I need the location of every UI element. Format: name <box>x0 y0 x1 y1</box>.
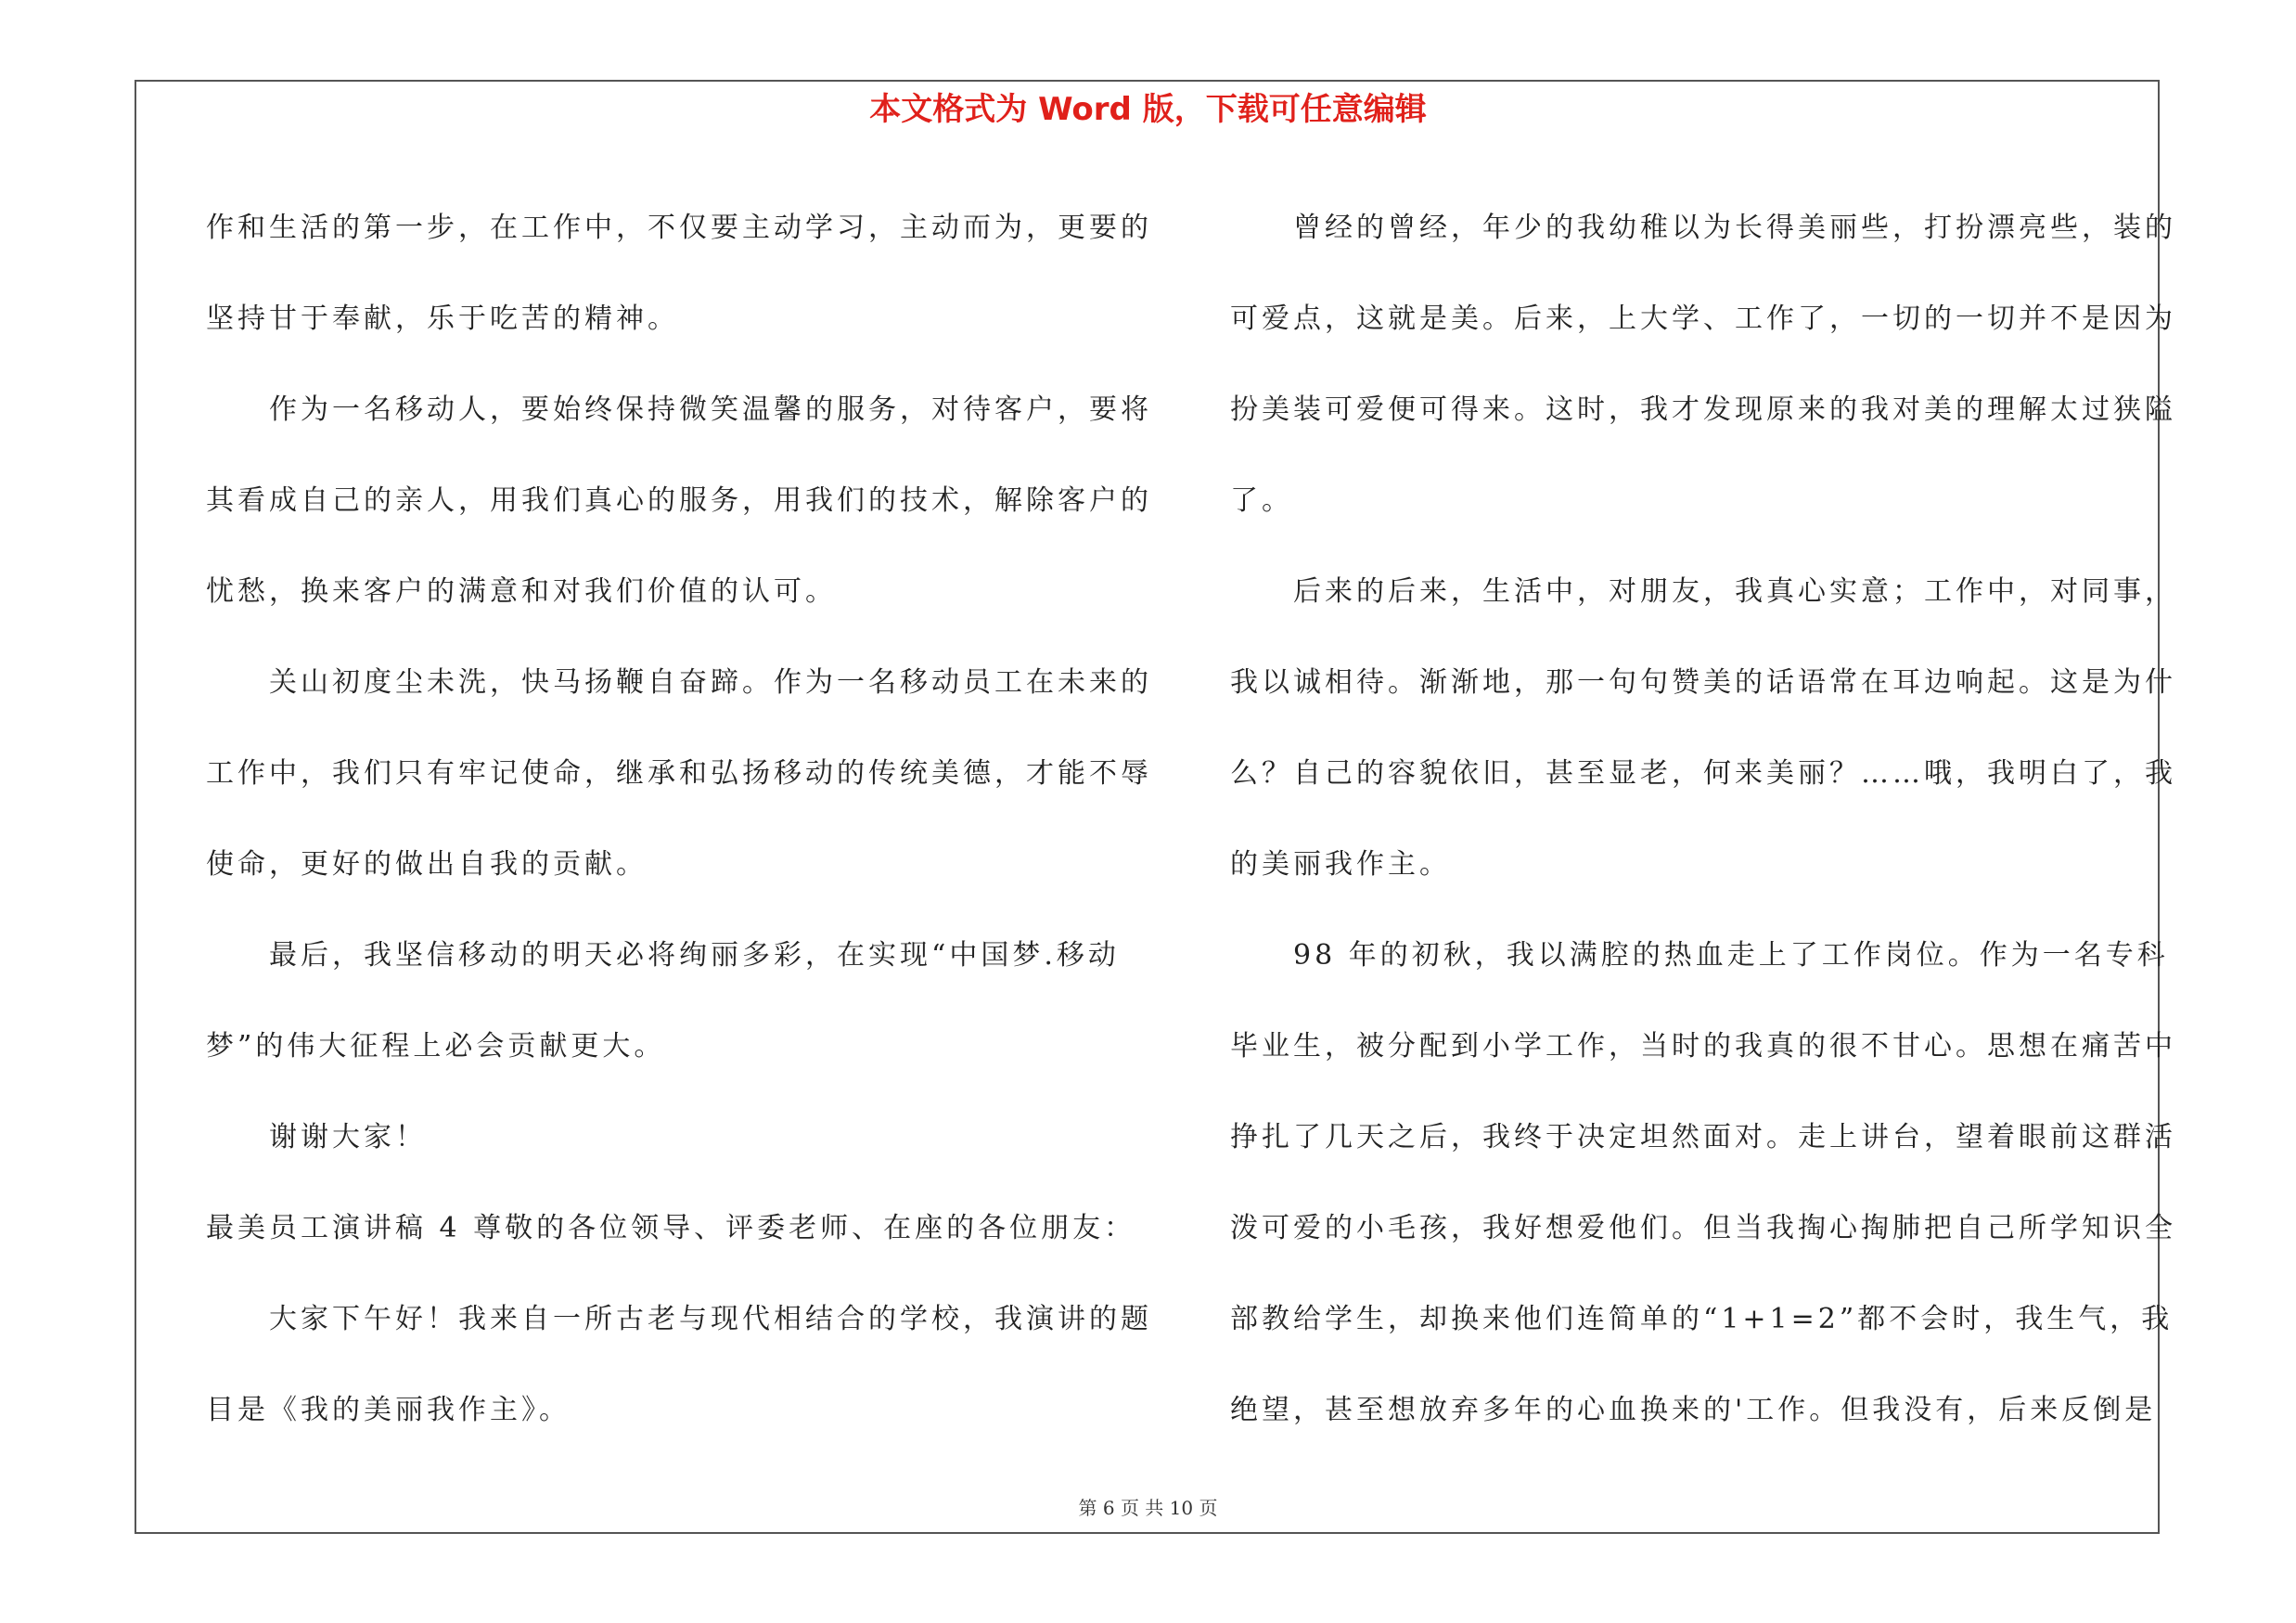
text-line: 挣扎了几天之后，我终于决定坦然面对。走上讲台，望着眼前这群活 <box>1230 1121 2176 1153</box>
text-line: 使命，更好的做出自我的贡献。 <box>206 848 648 881</box>
text-line: 大家下午好！我来自一所古老与现代相结合的学校，我演讲的题 <box>269 1303 1152 1335</box>
text-line: 曾经的曾经，年少的我幼稚以为长得美丽些，打扮漂亮些，装的 <box>1293 212 2176 244</box>
text-line: 毕业生，被分配到小学工作，当时的我真的很不甘心。思想在痛苦中 <box>1230 1030 2176 1063</box>
page-number-footer: 第 6 页 共 10 页 <box>1078 1497 1218 1519</box>
text-line: 么？自己的容貌依旧，甚至显老，何来美丽？……哦，我明白了，我 <box>1230 757 2176 790</box>
text-line: 关山初度尘未洗，快马扬鞭自奋蹄。作为一名移动员工在未来的 <box>269 666 1152 699</box>
text-line: 98 年的初秋，我以满腔的热血走上了工作岗位。作为一名专科 <box>1293 939 2169 972</box>
text-line: 最后，我坚信移动的明天必将绚丽多彩，在实现“中国梦.移动 <box>269 939 1120 972</box>
text-line: 我以诚相待。渐渐地，那一句句赞美的话语常在耳边响起。这是为什 <box>1230 666 2176 699</box>
text-line: 其看成自己的亲人，用我们真心的服务，用我们的技术，解除客户的 <box>206 484 1152 517</box>
text-line: 工作中，我们只有牢记使命，继承和弘扬移动的传统美德，才能不辱 <box>206 757 1152 790</box>
left-column <box>206 183 1152 1456</box>
text-line: 作为一名移动人，要始终保持微笑温馨的服务，对待客户，要将 <box>269 393 1152 426</box>
right-column <box>1230 183 2176 1456</box>
text-line: 谢谢大家！ <box>269 1121 427 1153</box>
text-line: 作和生活的第一步，在工作中，不仅要主动学习，主动而为，更要的 <box>206 212 1152 244</box>
text-line: 梦”的伟大征程上必会贡献更大。 <box>206 1030 666 1063</box>
text-line: 最美员工演讲稿 4 尊敬的各位领导、评委老师、在座的各位朋友： <box>206 1212 1136 1244</box>
text-line: 的美丽我作主。 <box>1230 848 1451 881</box>
text-line: 后来的后来，生活中，对朋友，我真心实意；工作中，对同事， <box>1293 575 2176 608</box>
text-line: 部教给学生，却换来他们连简单的“1+1=2”都不会时，我生气，我 <box>1230 1303 2174 1335</box>
text-line: 绝望，甚至想放弃多年的心血换来的'工作。但我没有，后来反倒是 <box>1230 1394 2157 1426</box>
text-line: 扮美装可爱便可得来。这时，我才发现原来的我对美的理解太过狭隘 <box>1230 393 2176 426</box>
text-line: 忧愁，换来客户的满意和对我们价值的认可。 <box>206 575 837 608</box>
header-title: 本文格式为 Word 版，下载可任意编辑 <box>869 91 1427 128</box>
text-line: 坚持甘于奉献，乐于吃苦的精神。 <box>206 303 679 335</box>
text-line: 了。 <box>1230 484 1293 517</box>
text-line: 泼可爱的小毛孩，我好想爱他们。但当我掏心掏肺把自己所学知识全 <box>1230 1212 2176 1244</box>
text-line: 目是《我的美丽我作主》。 <box>206 1394 571 1426</box>
text-line: 可爱点，这就是美。后来，上大学、工作了，一切的一切并不是因为 <box>1230 303 2176 335</box>
